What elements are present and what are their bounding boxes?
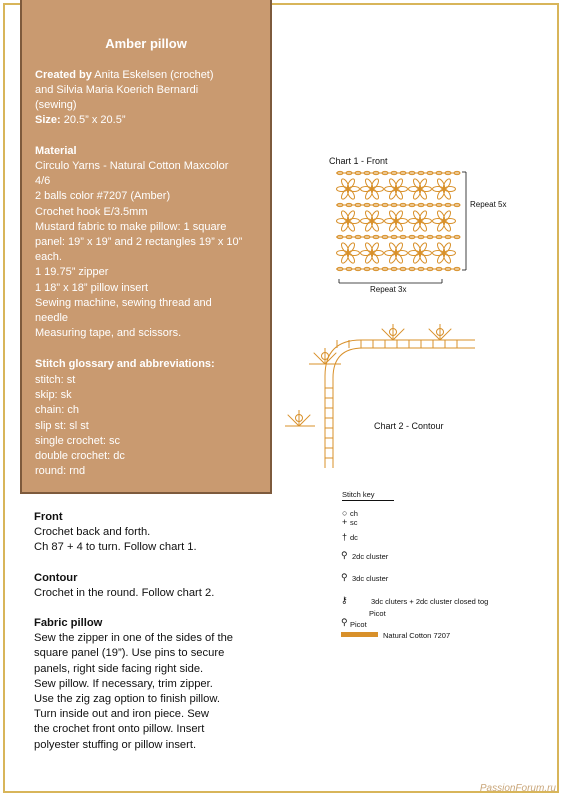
fabric-heading: Fabric pillow	[34, 617, 103, 629]
material-item: each.	[35, 251, 62, 264]
chart1-diagram	[336, 167, 516, 295]
chart1-title: Chart 1 - Front	[329, 156, 388, 166]
stitch-key-item: dc	[350, 533, 358, 542]
stitch-symbol-icon: ⚷	[341, 595, 348, 605]
stitch-key-item: Picot	[369, 609, 386, 618]
stitch-symbol-icon: ⚲	[341, 550, 348, 560]
fabric-line: Sew the zipper in one of the sides of the	[34, 632, 234, 645]
glossary-item: stitch: st	[35, 374, 76, 386]
fabric-line: panels, right side facing right side.	[34, 662, 204, 675]
glossary-item: slip st: sl st	[35, 419, 89, 432]
glossary-item: chain: ch	[35, 404, 80, 417]
stitch-symbol-icon: ⚲	[341, 617, 348, 627]
info-panel	[20, 0, 272, 494]
stitch-symbol-icon: ⚲	[341, 572, 348, 582]
glossary-heading: Stitch glossary and abbreviations:	[35, 358, 215, 370]
repeat-5x-label: Repeat 5x	[470, 200, 507, 209]
material-heading: Material	[35, 145, 77, 157]
stitch-key-item: 3dc cluster	[352, 574, 389, 583]
stitch-symbol-icon: †	[342, 532, 348, 542]
material-item: needle	[35, 312, 69, 324]
fabric-line: square panel (19”). Use pins to secure	[34, 647, 225, 660]
chart2-title: Chart 2 - Contour	[374, 421, 444, 431]
stitch-key-item: Picot	[350, 620, 367, 629]
stitch-key-item: sc	[350, 518, 358, 527]
repeat-3x-label: Repeat 3x	[370, 285, 407, 294]
material-item: Mustard fabric to make pillow: 1 square	[35, 220, 227, 233]
glossary-item: single crochet: sc	[35, 434, 120, 447]
watermark: PassionForum.ru	[479, 783, 556, 794]
stitch-symbol-icon: ○	[342, 508, 348, 518]
material-item: panel: 19” x 19” and 2 rectangles 19” x 10”	[35, 236, 243, 248]
created-line-2: and Silvia Maria Koerich Bernardi	[35, 84, 199, 96]
stitch-key-heading: Stitch key	[342, 490, 394, 501]
contour-line: Crochet in the round. Follow chart 2.	[34, 587, 215, 600]
stitch-key-item: 3dc cluters + 2dc cluster closed tog	[371, 597, 489, 606]
fabric-line: Sew pillow. If necessary, trim zipper.	[34, 677, 213, 690]
contour-heading: Contour	[34, 572, 78, 584]
pattern-title: Amber pillow	[105, 36, 187, 51]
glossary-item: round: rnd	[35, 465, 86, 478]
material-item: Circulo Yarns - Natural Cotton Maxcolor	[35, 160, 229, 172]
chart2-diagram	[285, 318, 475, 468]
created-line-3: (sewing)	[35, 99, 77, 111]
size-line: Size: 20.5” x 20.5”	[35, 114, 126, 126]
material-item: Measuring tape, and scissors.	[35, 327, 182, 340]
material-item: 1 18” x 18” pillow insert	[35, 281, 149, 294]
created-line-1: Created by Anita Eskelsen (crochet)	[35, 69, 214, 81]
material-item: 1 19.75” zipper	[35, 266, 109, 279]
glossary-item: skip: sk	[35, 389, 72, 402]
fabric-line: Use the zig zag option to finish pillow.	[34, 693, 220, 705]
stitch-symbol-icon: +	[342, 517, 348, 527]
front-line: Crochet back and forth.	[34, 526, 151, 539]
stitch-key-item: Natural Cotton 7207	[383, 631, 451, 640]
stitch-key-item: ch	[350, 509, 358, 518]
fabric-line: the crochet front onto pillow. Insert	[34, 723, 205, 736]
glossary-item: double crochet: dc	[35, 450, 125, 462]
fabric-line: polyester stuffing or pillow insert.	[34, 738, 197, 751]
front-heading: Front	[34, 511, 63, 523]
material-item: 4/6	[35, 175, 51, 188]
stitch-key-item: 2dc cluster	[352, 552, 389, 561]
material-item: 2 balls color #7207 (Amber)	[35, 190, 171, 203]
yarn-color-swatch	[341, 632, 378, 637]
material-item: Sewing machine, sewing thread and	[35, 296, 212, 309]
material-item: Crochet hook E/3.5mm	[35, 205, 148, 218]
fabric-line: Turn inside out and iron piece. Sew	[34, 708, 209, 721]
front-line: Ch 87 + 4 to turn. Follow chart 1.	[34, 541, 197, 554]
